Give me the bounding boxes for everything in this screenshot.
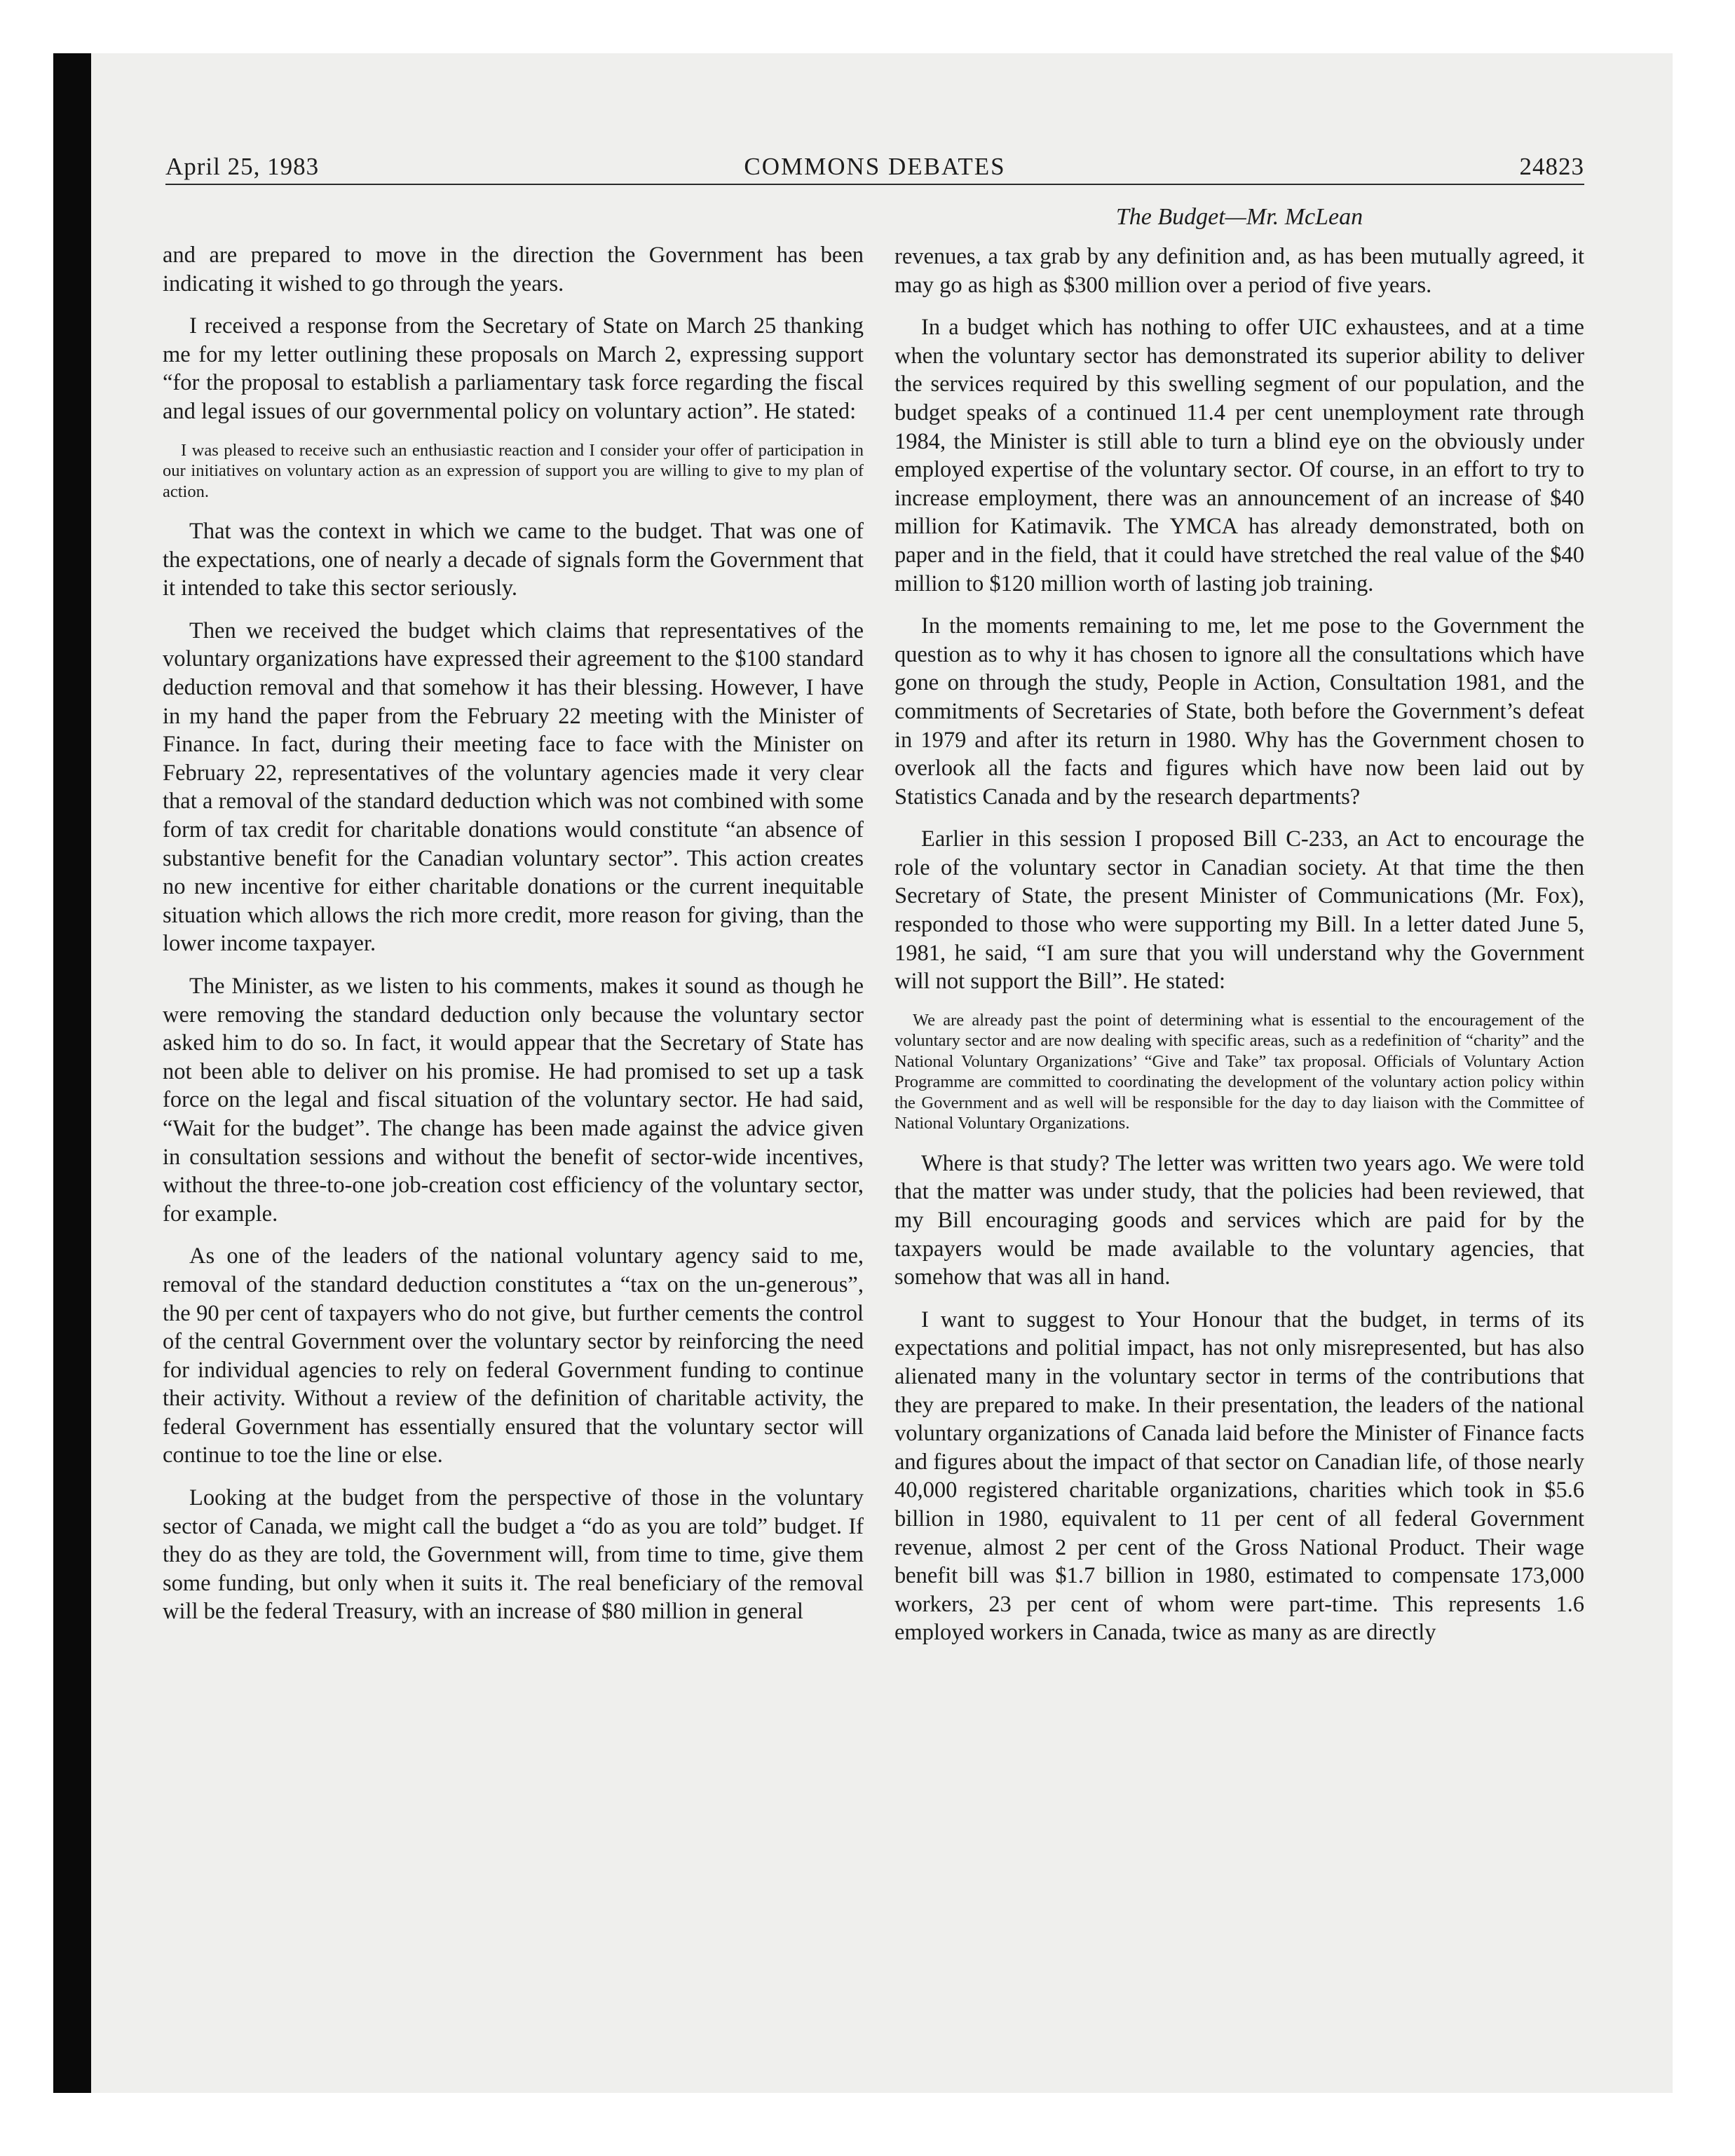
paragraph: I received a response from the Secretary of State on March 25 thanking me for my letter outlining these proposals on March 2, expressing support “for the proposal to establish a parliamentary task force regarding the fiscal and legal issues of our governmental policy on voluntary action”. He stated: <box>163 313 864 424</box>
paragraph: and are prepared to move in the direction the Government has been indicating it wished to go through the years. <box>163 243 864 296</box>
paragraph: revenues, a tax grab by any definition and, as has been mutually agreed, it may go as high as $300 million over a period of five years. <box>894 244 1584 298</box>
paragraph: As one of the leaders of the national voluntary agency said to me, removal of the standard deduction constitutes a “tax on the un-generous”, the 90 per cent of taxpayers who do not give, but further cements the control of the central Government over the voluntary sector by reinforcing the need for individual agencies to rely on federal Government funding to continue their activity. Without a review of the definition of charitable activity, the federal Government has essentially ensured that the voluntary sector will continue to toe the line or else. <box>163 1243 864 1468</box>
header-date: April 25, 1983 <box>165 153 320 180</box>
page-header <box>165 151 1584 183</box>
paragraph: In the moments remaining to me, let me pose to the Government the question as to why it has chosen to ignore all the consultations which have gone on through the study, People in Action, Consultation 1981, and the commitments of Secretaries of State, both before the Government’s defeat in 1979 and after its return in 1980. Why has the Government chosen to overlook all the facts and figures which have now been laid out by Statistics Canada and by the research departments? <box>894 613 1584 810</box>
paragraph: Where is that study? The letter was written two years ago. We were told that the matter was under study, that the policies had been reviewed, that my Bill encouraging goods and services which are paid for by the taxpayers would be made available to the voluntary agencies, that somehow that was all in hand. <box>894 1150 1584 1290</box>
paragraph: Looking at the budget from the perspective of those in the voluntary sector of Canada, we might call the budget a “do as you are told” budget. If they do as they are told, the Government will, from time to time, give them some funding, but only when it suits it. The real beneficiary of the removal will be the federal Treasury, with an increase of $80 million in general <box>163 1485 864 1625</box>
paragraph: Then we received the budget which claims that representatives of the voluntary organizations have expressed their agreement to the $100 standard deduction removal and that somehow it has their blessing. However, I have in my hand the paper from the February 22 meeting with the Minister of Finance. In fact, during their meeting face to face with the Minister on February 22, representatives of the voluntary agencies made it very clear that a removal of the standard deduction which was not combined with some form of tax credit for charitable donations would constitute “an absence of substantive benefit for the Canadian voluntary sector”. This action creates no new incentive for either charitable donations or the current inequitable situation which allows the rich more credit, more reason for giving, than the lower income taxpayer. <box>163 618 864 957</box>
header-page-number: 24823 <box>1519 153 1584 180</box>
paragraph: That was the context in which we came to the budget. That was one of the expectations, one of nearly a decade of signals form the Government that it intended to take this sector seriously. <box>163 519 864 601</box>
header-rule <box>165 184 1584 185</box>
left-column <box>163 241 864 1640</box>
paragraph: I want to suggest to Your Honour that the budget, in terms of its expectations and politial impact, has not only misrepresented, but has also alienated many in the voluntary sector in terms of the contributions that they are prepared to make. In their presentation, the leaders of the national voluntary organizations of Canada laid before the Minister of Finance facts and figures about the impact of that sector on Canadian life, of those nearly 40,000 registered charitable organizations, charities which took in $5.6 billion in 1980, equivalent to 11 per cent of all federal Government revenue, almost 2 per cent of the Gross National Product. Their wage benefit bill was $1.7 billion in 1980, estimated to compensate 173,000 workers, 23 per cent of whom were part-time. This represents 1.6 employed workers in Canada, twice as many as are directly <box>894 1306 1584 1646</box>
paragraph: Earlier in this session I proposed Bill C-233, an Act to encourage the role of the voluntary sector in Canadian society. At that time the then Secretary of State, the present Minister of Communications (Mr. Fox), responded to those who were supporting my Bill. In a letter dated June 5, 1981, he said, “I am sure that you will understand why the Government will not support the Bill”. He stated: <box>894 826 1584 995</box>
block-quote <box>163 440 864 503</box>
running-head: The Budget—Mr. McLean <box>1115 204 1363 230</box>
right-column <box>894 243 1584 1661</box>
header-publication-title: COMMONS DEBATES <box>744 153 1006 180</box>
binding-edge-shadow <box>53 53 91 2093</box>
paragraph: In a budget which has nothing to offer UIC exhaustees, and at a time when the voluntary sector has demonstrated its superior ability to deliver the services required by this swelling segment of our population, and the budget speaks of a continued 11.4 per cent unemployment rate through 1984, the Minister is still able to turn a blind eye on the obviously under employed expertise of the voluntary sector. Of course, in an effort to try to increase employment, there was an announcement of an increase of $40 million for Katimavik. The YMCA has already demonstrated, both on paper and in the field, that it could have stretched the real value of the $40 million to $120 million worth of lasting job training. <box>894 315 1584 596</box>
paragraph: The Minister, as we listen to his comments, makes it sound as though he were removing the standard deduction only because the voluntary sector asked him to do so. In fact, it would appear that the Secretary of State has not been able to deliver on his promise. He had promised to set up a task force on the legal and fiscal situation of the voluntary sector. He had said, “Wait for the budget”. The change has been made against the advice given in consultation sessions and without the benefit of sector-wide incentives, without the three-to-one job-creation cost efficiency of the voluntary sector, for example. <box>163 973 864 1227</box>
block-quote-text: I was pleased to receive such an enthusiastic reaction and I consider your offer of participation in our initiatives on voluntary action as an expression of support you are willing to give to my plan of action. <box>163 440 864 501</box>
block-quote-text: We are already past the point of determining what is essential to the encouragement of the voluntary sector and are now dealing with specific areas, such as a redefinition of “charity” and the National Voluntary Organizations’ “Give and Take” tax proposal. Officials of Voluntary Action Programme are committed to coordinating the development of the voluntary action policy within the Government and as well will be responsible for the day to day liaison with the Committee of National Voluntary Organizations. <box>894 1010 1584 1133</box>
block-quote <box>894 1010 1584 1134</box>
